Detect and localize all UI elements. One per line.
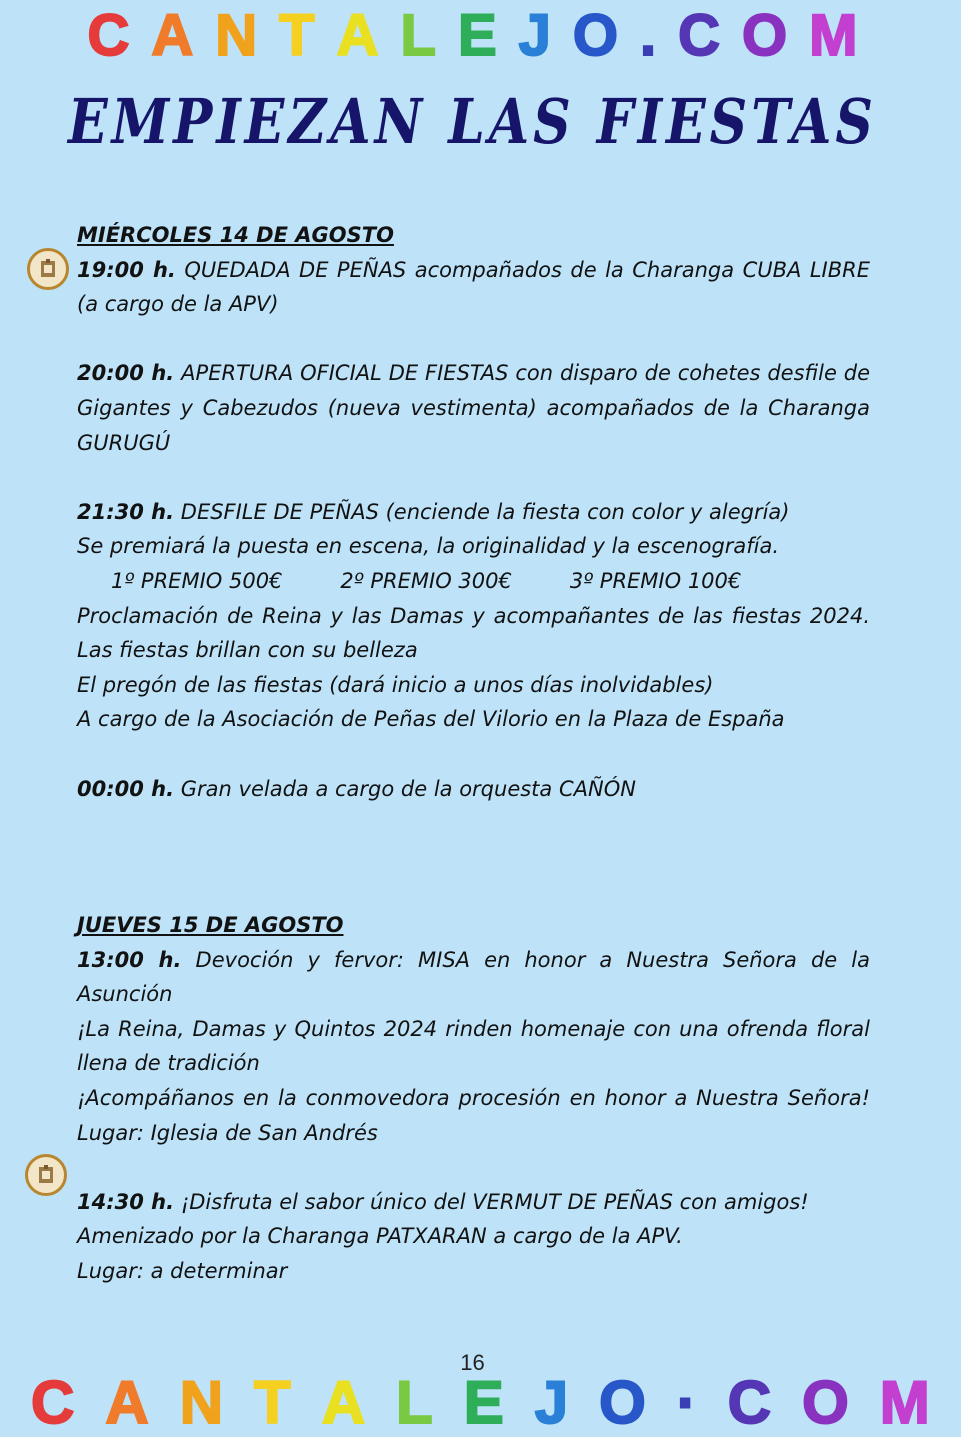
brand-letter: O [802, 1369, 880, 1436]
brand-letter: E [457, 3, 519, 68]
event-text: Gran velada a cargo de la orquesta CAÑÓN [174, 776, 636, 801]
event-item [77, 943, 870, 1012]
prize-list [77, 564, 870, 599]
brand-letter: N [179, 1369, 255, 1436]
event-detail: Lugar: a determinar [77, 1258, 288, 1283]
brand-letter: A [151, 3, 216, 68]
event-item [77, 495, 870, 530]
event-detail: Proclamación de Reina y las Damas y acompañantes de las fiestas 2024. Las fiestas brillan con su belleza [77, 603, 870, 663]
section-heading: JUEVES 15 DE AGOSTO [77, 913, 344, 937]
brand-letter: M [809, 3, 880, 68]
brand-letter: C [87, 3, 152, 68]
brand-letter: C [678, 3, 743, 68]
brand-letter: A [336, 3, 401, 68]
event-item [77, 356, 870, 460]
page-number: 16 [460, 1350, 485, 1375]
prize-item: 3º PREMIO 100€ [569, 568, 742, 593]
event-item [77, 1185, 870, 1220]
brand-letter: J [534, 1369, 600, 1436]
event-time: 20:00 h. [77, 361, 175, 386]
event-text: QUEDADA DE PEÑAS acompañados de la Charanga CUBA LIBRE (a cargo de la APV) [77, 257, 870, 317]
wednesday-section [77, 218, 870, 806]
brand-letter: O [742, 3, 810, 68]
brand-letter: E [463, 1369, 535, 1436]
brand-letter: M [879, 1369, 961, 1436]
event-detail: El pregón de las fiestas (dará inicio a unos días inolvidables) [77, 672, 714, 697]
event-detail: Amenizado por la Charanga PATXARAN a cargo de la APV. [77, 1224, 683, 1249]
crest-emblem-icon [27, 248, 69, 290]
event-detail: A cargo de la Asociación de Peñas del Vilorio en la Plaza de España [77, 707, 785, 732]
brand-letter: L [400, 3, 458, 68]
brand-letter: N [215, 3, 280, 68]
event-text: ¡Disfruta el sabor único del VERMUT DE PEÑAS con amigos! [174, 1189, 809, 1214]
brand-letter: O [599, 1369, 677, 1436]
event-text: APERTURA OFICIAL DE FIESTAS con disparo de cohetes desfile de Gigantes y Cabezudos (nueva vestimenta) acompañados de la Charanga GURUGÚ [77, 361, 870, 455]
brand-letter: T [254, 1369, 322, 1436]
event-detail: Se premiará la puesta en escena, la originalidad y la escenografía. [77, 534, 780, 559]
brand-letter: A [105, 1369, 180, 1436]
event-detail: ¡La Reina, Damas y Quintos 2024 rinden homenaje con una ofrenda floral llena de tradición [77, 1016, 870, 1076]
brand-letter: A [321, 1369, 397, 1436]
brand-letter: T [279, 3, 337, 68]
prize-item: 2º PREMIO 300€ [340, 568, 512, 593]
event-item [77, 253, 870, 322]
event-text: Devoción y fervor: MISA en honor a Nuestra Señora de la Asunción [77, 947, 870, 1007]
brand-footer [0, 1368, 961, 1437]
prize-item: 1º PREMIO 500€ [111, 568, 283, 593]
brand-letter: L [396, 1369, 464, 1436]
section-heading: MIÉRCOLES 14 DE AGOSTO [77, 223, 394, 247]
event-time: 19:00 h. [77, 257, 176, 282]
brand-letter: O [572, 3, 641, 68]
event-detail: ¡Acompáñanos en la conmovedora procesión en honor a Nuestra Señora! Lugar: Iglesia de San Andrés [77, 1085, 870, 1145]
page-title: EMPIEZAN LAS FIESTAS [68, 86, 877, 159]
event-text: DESFILE DE PEÑAS (enciende la fiesta con color y alegría) [174, 499, 790, 524]
brand-letter: . [640, 3, 679, 68]
brand-header [0, 2, 945, 69]
event-time: 00:00 h. [77, 776, 175, 801]
event-item [77, 772, 870, 807]
brand-letter: C [31, 1369, 106, 1436]
event-time: 14:30 h. [77, 1189, 175, 1214]
brand-letter: C [727, 1369, 803, 1436]
crest-emblem-icon [25, 1154, 67, 1196]
brand-letter: J [518, 3, 573, 68]
brand-letter: · [676, 1369, 728, 1436]
event-time: 13:00 h. [77, 947, 182, 972]
event-time: 21:30 h. [77, 499, 175, 524]
thursday-section [77, 908, 870, 1289]
